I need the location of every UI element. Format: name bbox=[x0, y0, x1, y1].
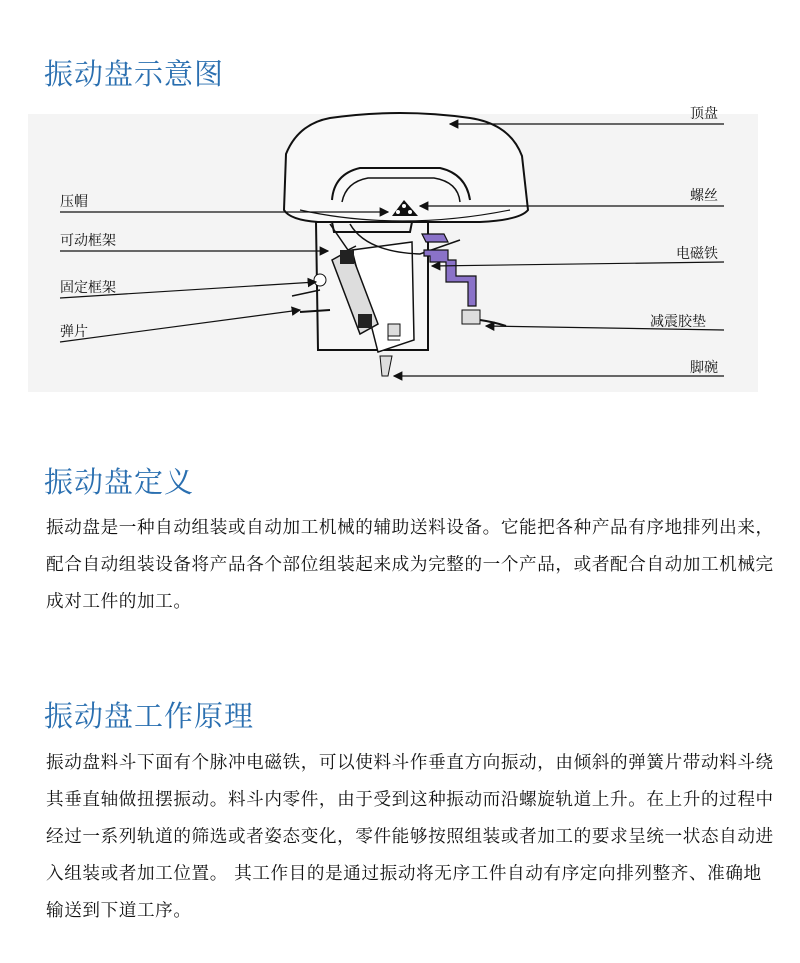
vibratory-bowl-diagram bbox=[0, 100, 800, 400]
label-movable-frame: 可动框架 bbox=[60, 233, 116, 249]
label-electromagnet: 电磁铁 bbox=[676, 246, 718, 262]
label-press-cap: 压帽 bbox=[60, 194, 88, 210]
label-spring-leaf: 弹片 bbox=[60, 324, 88, 340]
screw bbox=[422, 234, 448, 242]
definition-section-title: 振动盘定义 bbox=[44, 465, 195, 499]
diagram-section-title: 振动盘示意图 bbox=[44, 57, 225, 91]
label-top-plate: 顶盘 bbox=[690, 106, 718, 122]
label-fixed-frame: 固定框架 bbox=[60, 280, 116, 296]
label-damping-pad: 减震胶垫 bbox=[650, 314, 706, 330]
label-foot-bowl: 脚碗 bbox=[690, 360, 718, 376]
principle-paragraph: 振动盘料斗下面有个脉冲电磁铁，可以使料斗作垂直方向振动，由倾斜的弹簧片带动料斗绕其垂直轴做扭摆振动。料斗内零件，由于受到这种振动而沿螺旋轨道上升。在上升的过程中经过一系列轨道的筛选或者姿态变化，零件能够按照组装或者加工的要求呈统一状态自动进入组装或者加工位置。 其工作目的是通过振动将无序工件自动有序定向排列整齐、准确地输送到下道工序。 bbox=[46, 753, 774, 921]
label-screw: 螺丝 bbox=[690, 188, 718, 204]
damping-pad-graphic bbox=[462, 310, 480, 324]
principle-section-title: 振动盘工作原理 bbox=[44, 699, 255, 733]
definition-paragraph: 振动盘是一种自动组装或自动加工机械的辅助送料设备。它能把各种产品有序地排列出来，配合自动组装设备将产品各个部位组装起来成为完整的一个产品，或者配合自动加工机械完成对工件的加工。 bbox=[46, 518, 774, 612]
